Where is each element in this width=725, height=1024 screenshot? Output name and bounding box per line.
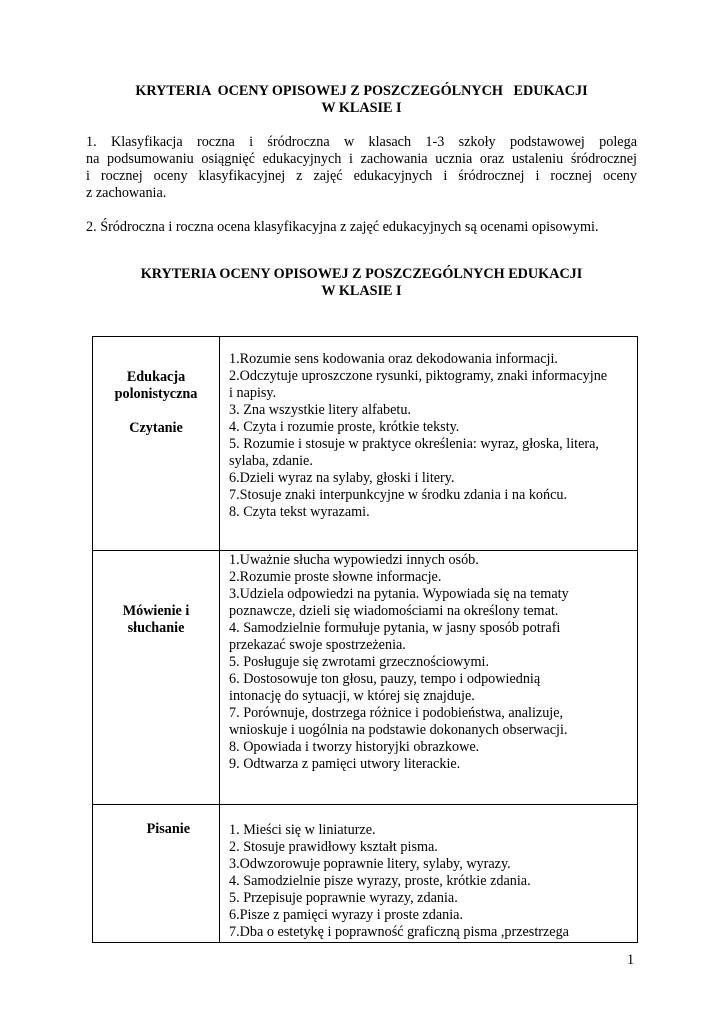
section-title-line-2: W KLASIE I <box>321 283 402 299</box>
title-line-1: KRYTERIA OCENY OPISOWEJ Z POSZCZEGÓLNYCH EDUKACJI <box>135 83 588 99</box>
list-item: 6. Dostosowuje ton głosu, pauzy, tempo i odpowiednią <box>229 671 541 687</box>
row-label-line: polonistyczna <box>114 386 198 402</box>
paragraph-line: z zachowania. <box>86 185 167 201</box>
list-item: 4. Samodzielnie pisze wyrazy, proste, krótkie zdania. <box>229 873 531 889</box>
paragraph-line: 2. Śródroczna i roczna ocena klasyfikacyjna z zajęć edukacyjnych są ocenami opisowymi. <box>86 219 599 235</box>
list-item: i napisy. <box>229 385 277 401</box>
list-item: 1.Uważnie słucha wypowiedzi innych osób. <box>229 552 479 568</box>
paragraph-line: i rocznej oceny klasyfikacyjnej z zajęć edukacyjnych i śródrocznej i rocznej oceny <box>86 168 637 184</box>
list-item: przekazać swoje spostrzeżenia. <box>229 637 406 653</box>
row-label-cell <box>93 337 220 551</box>
list-item: 8. Czyta tekst wyrazami. <box>229 504 370 520</box>
list-item: 4. Samodzielnie formułuje pytania, w jasny sposób potrafi <box>229 620 561 636</box>
list-item: 2.Rozumie proste słowne informacje. <box>229 569 442 585</box>
row-label-cell <box>93 551 220 805</box>
section-title-line-1: KRYTERIA OCENY OPISOWEJ Z POSZCZEGÓLNYCH EDUKACJI <box>140 266 583 282</box>
list-item: 5. Przepisuje poprawnie wyrazy, zdania. <box>229 890 458 906</box>
list-item: 9. Odtwarza z pamięci utwory literackie. <box>229 756 461 772</box>
list-item: 6.Pisze z pamięci wyrazy i proste zdania. <box>229 907 464 923</box>
list-item: intonację do sytuacji, w której się znajduje. <box>229 688 475 704</box>
list-item: 7.Stosuje znaki interpunkcyjne w środku zdania i na końcu. <box>229 487 568 503</box>
row-label-line: Edukacja <box>126 369 186 385</box>
list-item: 3. Zna wszystkie litery alfabetu. <box>229 402 412 418</box>
list-item: 1.Rozumie sens kodowania oraz dekodowania informacji. <box>229 351 558 367</box>
row-items-cell <box>220 805 638 943</box>
row-label-line <box>93 403 219 420</box>
list-item: 4. Czyta i rozumie proste, krótkie teksty. <box>229 419 460 435</box>
list-item: 3.Odwzorowuje poprawnie litery, sylaby, wyrazy. <box>229 856 511 872</box>
intro-paragraph-2 <box>86 219 637 236</box>
list-item: 2. Stosuje prawidłowy kształt pisma. <box>229 839 438 855</box>
section-title <box>86 266 637 300</box>
list-item: 5. Rozumie i stosuje w praktyce określenia: wyraz, głoska, litera, <box>229 436 599 452</box>
paragraph-line: 1. Klasyfikacja roczna i śródroczna w klasach 1-3 szkoły podstawowej polega <box>86 134 637 150</box>
list-item: 7. Porównuje, dostrzega różnice i podobieństwa, analizuje, <box>229 705 564 721</box>
table-row <box>93 337 638 551</box>
list-item: 5. Posługuje się zwrotami grzecznościowymi. <box>229 654 490 670</box>
list-item: 3.Udziela odpowiedzi na pytania. Wypowiada się na tematy <box>229 586 569 602</box>
row-label-line: Pisanie <box>146 821 190 837</box>
list-item: 8. Opowiada i tworzy historyjki obrazkowe. <box>229 739 480 755</box>
list-item: poznawcze, dzieli się wiadomościami na określony temat. <box>229 603 559 619</box>
row-label-line: słuchanie <box>127 620 185 636</box>
list-item: 1. Mieści się w liniaturze. <box>229 822 376 838</box>
row-label-line: Czytanie <box>129 420 183 436</box>
list-item: 7.Dba o estetykę i poprawność graficzną pisma ,przestrzega <box>229 924 569 940</box>
intro-paragraph-1 <box>86 134 637 202</box>
row-items-cell <box>220 337 638 551</box>
row-label-line: Mówienie i <box>122 603 190 619</box>
list-item: 2.Odczytuje uproszczone rysunki, piktogramy, znaki informacyjne <box>229 368 608 384</box>
list-item: sylaba, zdanie. <box>229 453 313 469</box>
list-item: 6.Dzieli wyraz na sylaby, głoski i litery. <box>229 470 455 486</box>
table-row <box>93 551 638 805</box>
title-line-2: W KLASIE I <box>321 100 402 116</box>
row-items-cell <box>220 551 638 805</box>
table-row <box>93 805 638 943</box>
row-label-cell <box>93 805 220 943</box>
page-number: 1 <box>627 952 635 968</box>
list-item: wnioskuje i uogólnia na podstawie dokonanych obserwacji. <box>229 722 568 738</box>
paragraph-line: na podsumowaniu osiągnięć edukacyjnych i zachowania ucznia oraz ustaleniu śródrocznej <box>86 151 637 167</box>
document-title <box>86 83 637 117</box>
criteria-table <box>92 336 638 943</box>
